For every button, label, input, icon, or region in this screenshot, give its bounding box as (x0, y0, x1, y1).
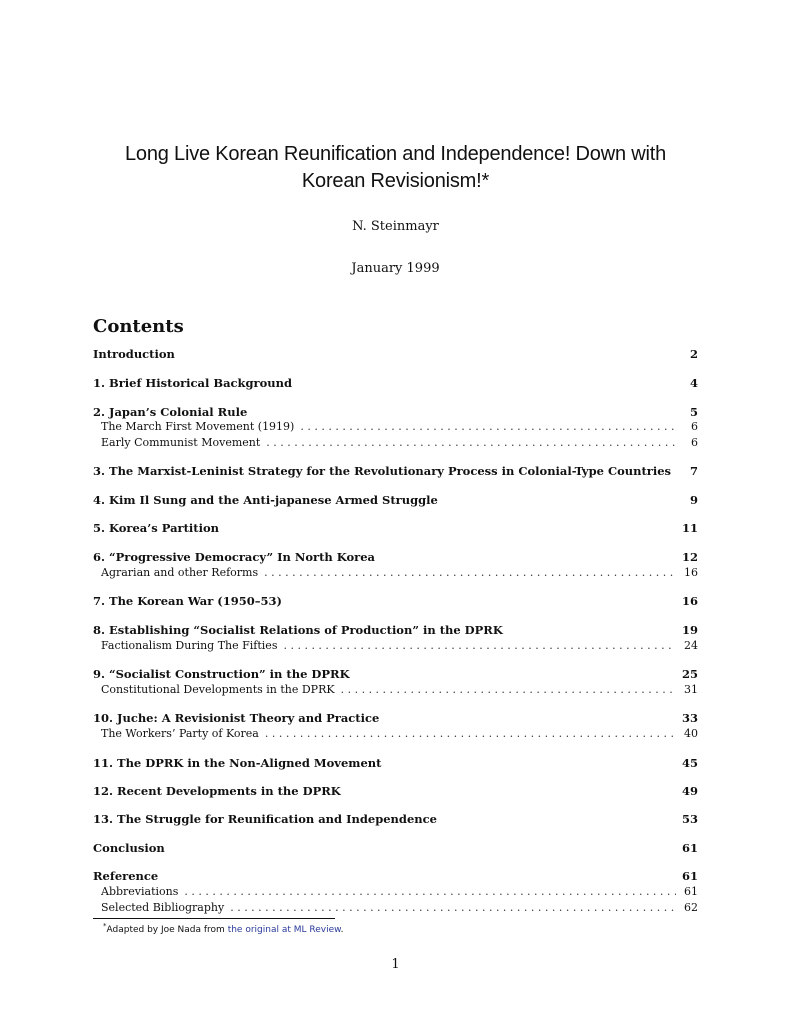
toc-section-entry[interactable] (93, 711, 698, 727)
toc-section-entry[interactable] (93, 667, 698, 683)
toc-section-entry[interactable] (93, 841, 698, 857)
toc-page-number: 45 (681, 756, 698, 770)
footnote-text: Adapted by Joe Nada from (106, 925, 228, 935)
toc-entry-label: Agrarian and other Reforms (101, 566, 259, 579)
author: N. Steinmayr (352, 219, 439, 234)
toc-page-number: 25 (681, 667, 698, 681)
toc-dot-leader (300, 420, 676, 433)
footnote-rule (93, 918, 335, 919)
toc-entry-label: The Workers’ Party of Korea (101, 727, 259, 740)
toc-subsection-entry[interactable] (93, 901, 698, 917)
toc-entry-label: Conclusion (93, 841, 165, 855)
toc-entry-label: Early Communist Movement (101, 436, 261, 449)
toc-dot-leader (266, 436, 676, 449)
toc-page-number: 24 (684, 639, 698, 652)
toc-section-entry[interactable] (93, 869, 698, 885)
toc-entry-label: 3. The Marxist-Leninist Strategy for the Revolutionary Process in Colonial-Type Countries (93, 464, 672, 478)
toc-page-number: 49 (681, 784, 698, 798)
toc-subsection-entry[interactable] (93, 683, 698, 699)
toc-section-entry[interactable] (93, 493, 698, 509)
toc-entry-label: 1. Brief Historical Background (93, 376, 293, 390)
toc-page-number: 40 (684, 727, 698, 740)
footnote-end: . (340, 925, 344, 935)
toc-page-number: 61 (681, 841, 698, 855)
contents-heading: Contents (93, 316, 184, 337)
toc-dot-leader (341, 683, 676, 696)
toc-section-entry[interactable] (93, 550, 698, 566)
toc-section-entry[interactable] (93, 623, 698, 639)
toc-section-entry[interactable] (93, 376, 698, 392)
toc-page-number: 9 (689, 493, 698, 507)
toc-section-entry[interactable] (93, 521, 698, 537)
toc-section-entry[interactable] (93, 756, 698, 772)
toc-page-number: 6 (691, 436, 698, 449)
toc-dot-leader (264, 566, 676, 579)
toc-page-number: 11 (681, 521, 698, 535)
toc-entry-label: 6. “Progressive Democracy” In North Korea (93, 550, 376, 564)
toc-page-number: 31 (684, 683, 698, 696)
toc-page-number: 16 (681, 594, 698, 608)
toc-section-entry[interactable] (93, 784, 698, 800)
toc-section-entry[interactable] (93, 405, 698, 421)
toc-entry-label: 11. The DPRK in the Non-Aligned Movement (93, 756, 382, 770)
toc-page-number: 6 (691, 420, 698, 433)
toc-page-number: 16 (684, 566, 698, 579)
toc-page-number: 7 (689, 464, 698, 478)
toc-dot-leader (265, 727, 676, 740)
date: January 1999 (351, 261, 440, 276)
document-title (60, 141, 731, 195)
toc-subsection-entry[interactable] (93, 727, 698, 743)
toc-subsection-entry[interactable] (93, 420, 698, 436)
footnote-mark: * (103, 922, 107, 930)
footnote-link[interactable]: the original at ML Review (227, 925, 341, 935)
toc-page-number: 12 (681, 550, 698, 564)
toc-page-number: 62 (684, 901, 698, 914)
toc-subsection-entry[interactable] (93, 566, 698, 582)
toc-dot-leader (184, 885, 676, 898)
toc-subsection-entry[interactable] (93, 639, 698, 655)
toc-entry-label: 7. The Korean War (1950–53) (93, 594, 282, 608)
toc-page-number: 4 (689, 376, 698, 390)
footnote (103, 922, 344, 935)
toc-entry-label: 4. Kim Il Sung and the Anti-japanese Armed Struggle (93, 493, 438, 507)
toc-entry-label: 9. “Socialist Construction” in the DPRK (93, 667, 350, 681)
title-line-1: Long Live Korean Reunification and Independence! Down with (124, 143, 666, 165)
toc-page-number: 61 (681, 869, 698, 883)
toc-entry-label: Factionalism During The Fifties (101, 639, 278, 652)
page-number: 1 (391, 957, 400, 972)
toc-dot-leader (230, 901, 676, 914)
toc-entry-label: 2. Japan’s Colonial Rule (93, 405, 248, 419)
toc-entry-label: The March First Movement (1919) (101, 420, 295, 433)
toc-subsection-entry[interactable] (93, 436, 698, 452)
toc-entry-label: 12. Recent Developments in the DPRK (93, 784, 341, 798)
toc-entry-label: Reference (93, 869, 159, 883)
toc-entry-label: 13. The Struggle for Reunification and Independence (93, 812, 437, 826)
toc-page-number: 5 (689, 405, 698, 419)
toc-page-number: 2 (689, 347, 698, 361)
toc-dot-leader (283, 639, 676, 652)
toc-entry-label: Selected Bibliography (101, 901, 225, 914)
toc-section-entry[interactable] (93, 464, 698, 480)
toc-page-number: 53 (681, 812, 698, 826)
toc-page-number: 61 (684, 885, 698, 898)
toc-entry-label: 8. Establishing “Socialist Relations of Production” in the DPRK (93, 623, 503, 637)
toc-page-number: 19 (681, 623, 698, 637)
title-line-2: Korean Revisionism!* (301, 170, 490, 192)
toc-entry-label: Introduction (93, 347, 175, 361)
toc-entry-label: 5. Korea’s Partition (93, 521, 219, 535)
toc-page-number: 33 (681, 711, 698, 725)
toc-subsection-entry[interactable] (93, 885, 698, 901)
toc-section-entry[interactable] (93, 594, 698, 610)
toc-entry-label: Constitutional Developments in the DPRK (101, 683, 335, 696)
toc-entry-label: Abbreviations (101, 885, 179, 898)
toc-section-entry[interactable] (93, 812, 698, 828)
toc-section-entry[interactable] (93, 347, 698, 363)
toc-entry-label: 10. Juche: A Revisionist Theory and Practice (93, 711, 380, 725)
